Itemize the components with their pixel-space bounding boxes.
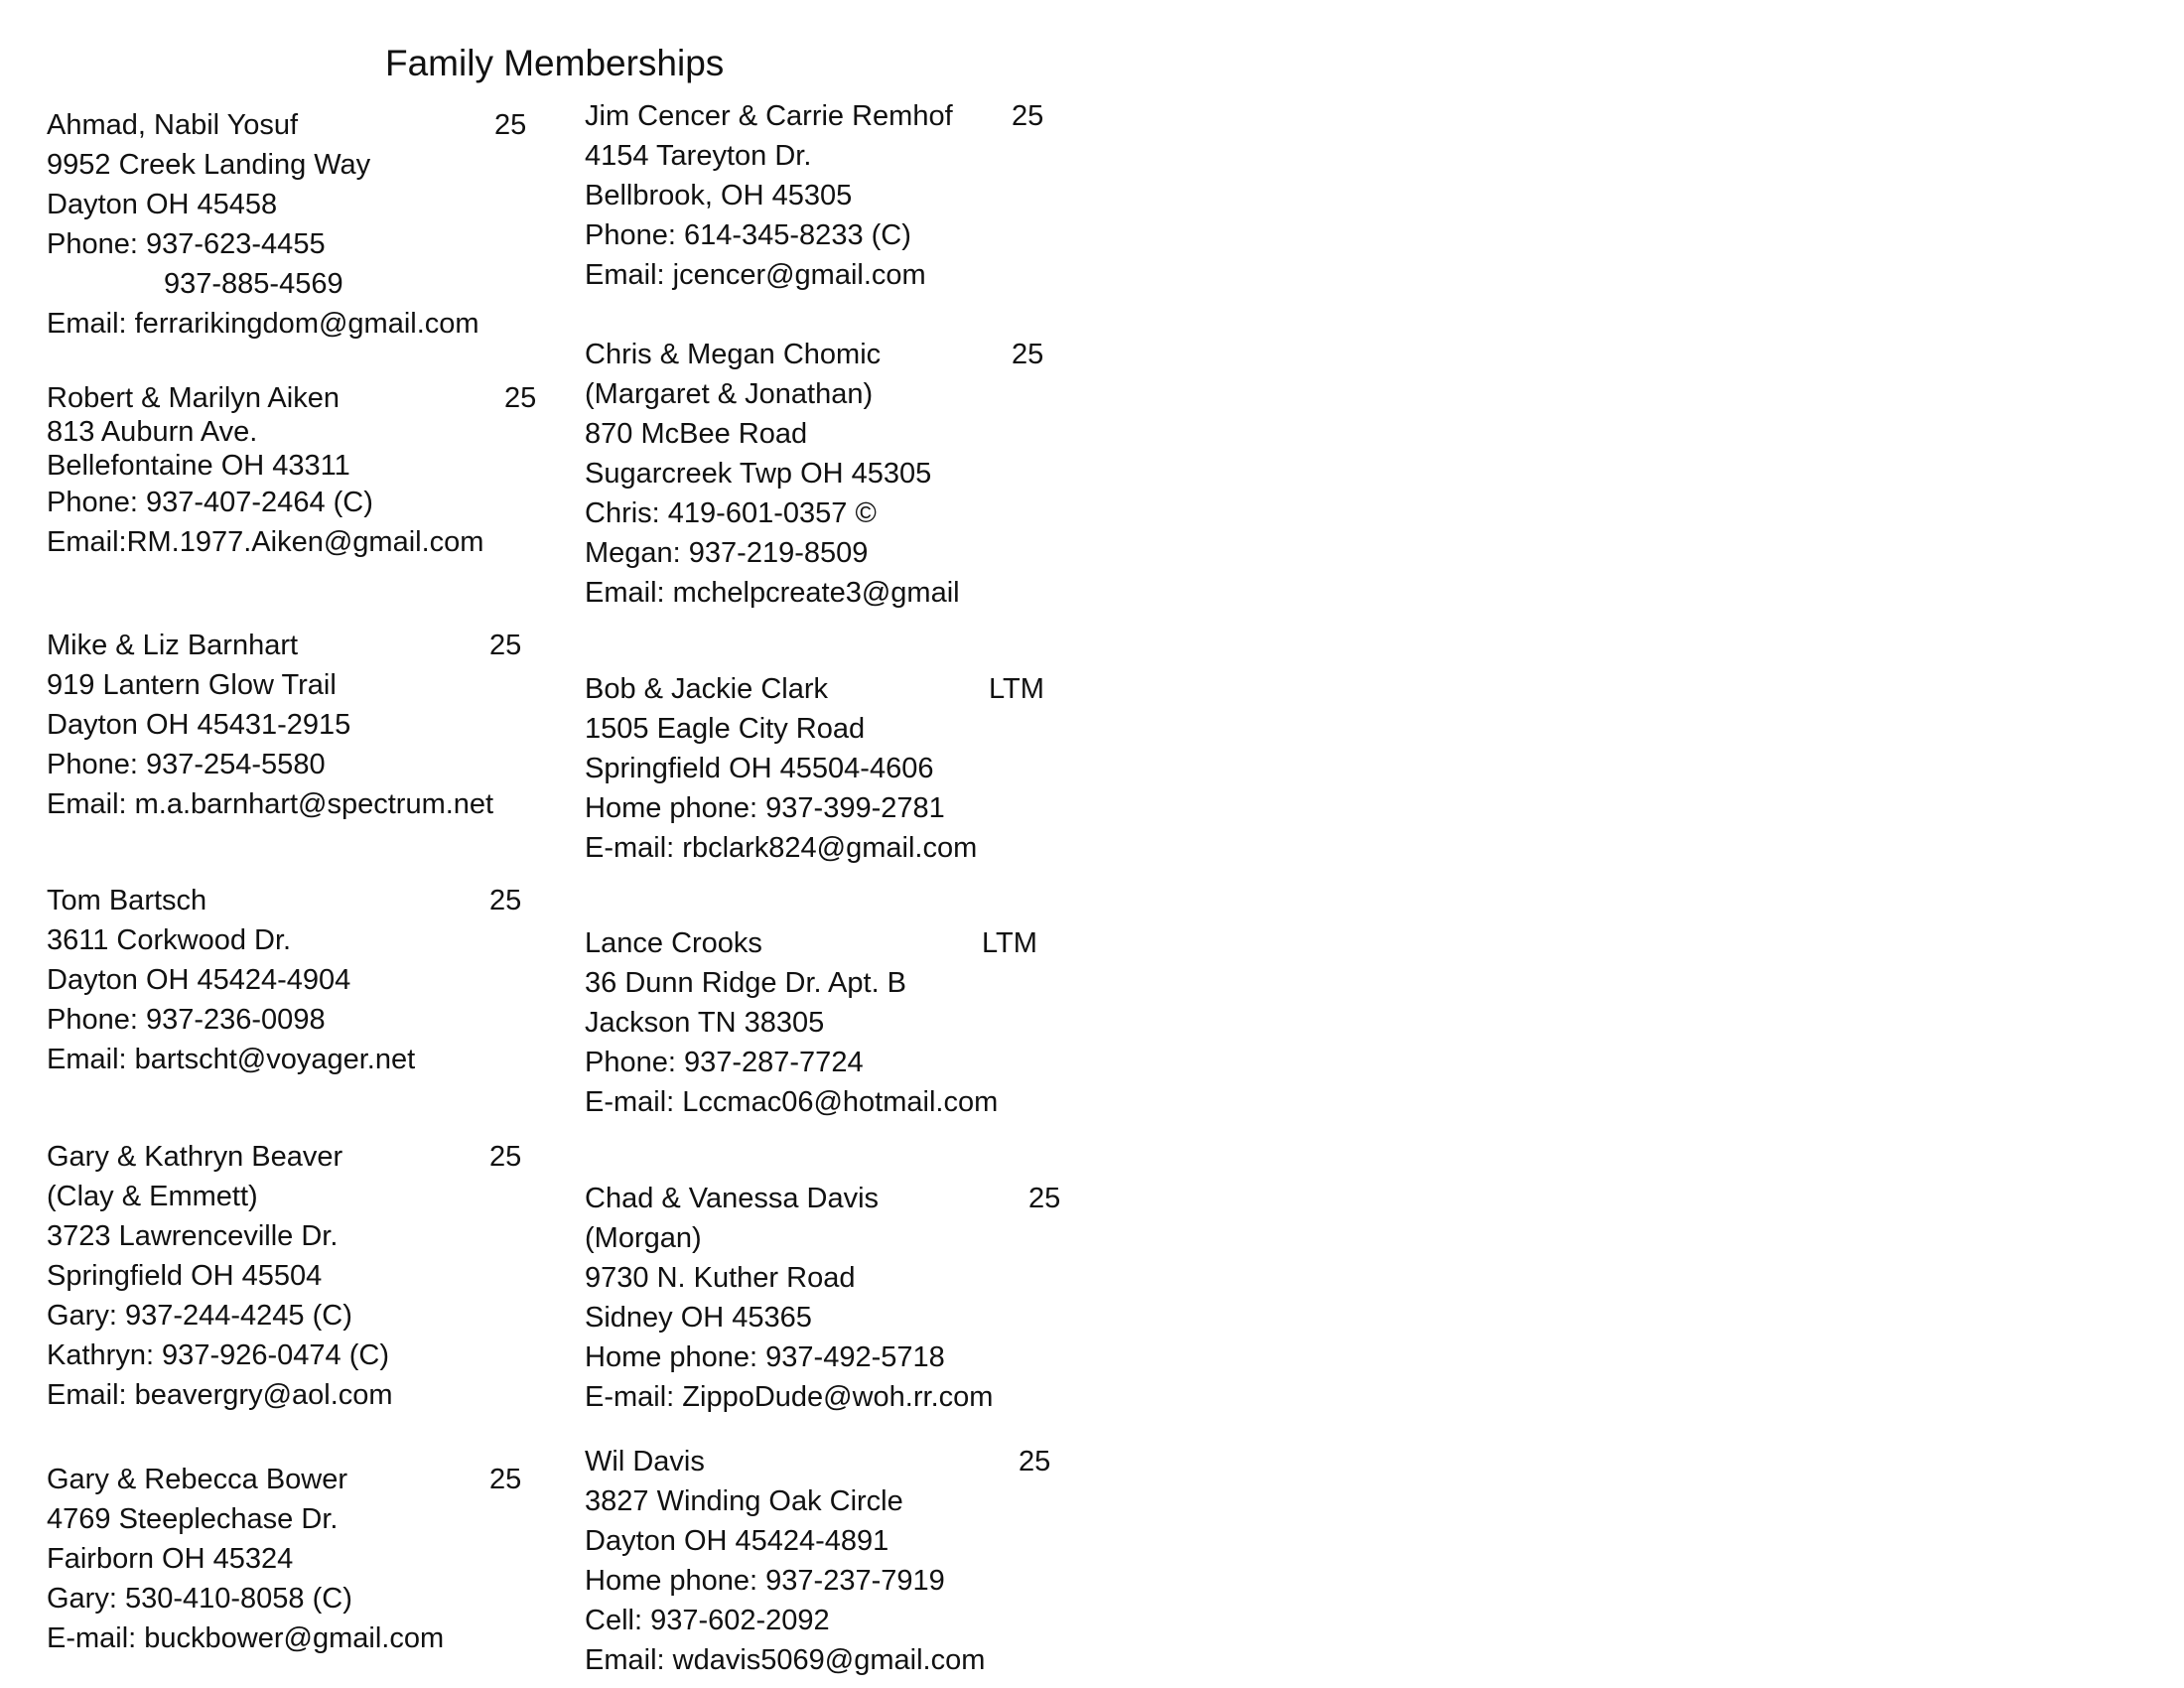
member-name: Bob & Jackie Clark bbox=[585, 673, 828, 705]
page-title: Family Memberships bbox=[385, 43, 725, 83]
member-phone: Chris: 419-601-0357 © bbox=[585, 497, 877, 529]
member-address: 813 Auburn Ave. bbox=[47, 416, 258, 448]
member-phone: Home phone: 937-237-7919 bbox=[585, 1565, 945, 1597]
member-entry-chad-davis bbox=[585, 1179, 1061, 1417]
member-address: 870 McBee Road bbox=[585, 418, 808, 450]
member-city: Dayton OH 45458 bbox=[47, 189, 278, 220]
member-children: (Clay & Emmett) bbox=[47, 1181, 258, 1212]
member-phone: Gary: 530-410-8058 (C) bbox=[47, 1583, 352, 1615]
member-entry-cencer bbox=[585, 96, 1044, 295]
member-email: Email: m.a.barnhart@spectrum.net bbox=[47, 788, 494, 820]
member-city: Dayton OH 45431-2915 bbox=[47, 709, 351, 741]
member-city: Dayton OH 45424-4891 bbox=[585, 1525, 889, 1557]
member-phone-alt: Megan: 937-219-8509 bbox=[585, 537, 869, 569]
member-phone: Home phone: 937-492-5718 bbox=[585, 1341, 945, 1373]
member-entry-bower bbox=[47, 1460, 522, 1658]
member-entry-ahmad bbox=[47, 105, 527, 344]
member-entry-bartsch bbox=[47, 881, 522, 1079]
member-address: 3827 Winding Oak Circle bbox=[585, 1485, 903, 1517]
member-entry-chomic bbox=[585, 335, 1044, 613]
member-email: Email:RM.1977.Aiken@gmail.com bbox=[47, 526, 484, 558]
member-entry-wil-davis bbox=[585, 1442, 1051, 1680]
member-phone: Phone: 937-236-0098 bbox=[47, 1004, 326, 1036]
member-phone-alt: 937-885-4569 bbox=[164, 268, 343, 300]
member-email: Email: bartscht@voyager.net bbox=[47, 1044, 416, 1075]
member-name: Wil Davis bbox=[585, 1446, 705, 1477]
member-phone: Gary: 937-244-4245 (C) bbox=[47, 1300, 352, 1332]
member-entry-beaver bbox=[47, 1137, 522, 1415]
member-phone: Phone: 937-407-2464 (C) bbox=[47, 487, 373, 518]
member-city: Sidney OH 45365 bbox=[585, 1302, 812, 1334]
member-address: 9730 N. Kuther Road bbox=[585, 1262, 856, 1294]
member-address: 1505 Eagle City Road bbox=[585, 713, 866, 745]
membership-fee: LTM bbox=[989, 673, 1044, 705]
membership-fee: LTM bbox=[982, 927, 1037, 959]
member-name: Jim Cencer & Carrie Remhof bbox=[585, 100, 953, 132]
member-email: E-mail: rbclark824@gmail.com bbox=[585, 832, 978, 864]
member-name: Ahmad, Nabil Yosuf bbox=[47, 109, 299, 141]
member-email: E-mail: buckbower@gmail.com bbox=[47, 1622, 445, 1654]
membership-fee: 25 bbox=[494, 109, 527, 141]
member-address: 9952 Creek Landing Way bbox=[47, 149, 371, 181]
membership-fee: 25 bbox=[504, 382, 537, 414]
member-email: Email: wdavis5069@gmail.com bbox=[585, 1644, 986, 1676]
member-name: Chris & Megan Chomic bbox=[585, 339, 882, 370]
member-city: Sugarcreek Twp OH 45305 bbox=[585, 458, 932, 490]
member-email: Email: beavergry@aol.com bbox=[47, 1379, 393, 1411]
member-name: Mike & Liz Barnhart bbox=[47, 630, 299, 661]
member-email: Email: jcencer@gmail.com bbox=[585, 259, 926, 291]
member-city: Springfield OH 45504 bbox=[47, 1260, 323, 1292]
member-city: Bellbrook, OH 45305 bbox=[585, 180, 853, 211]
member-phone: Phone: 937-254-5580 bbox=[47, 749, 326, 780]
member-city: Fairborn OH 45324 bbox=[47, 1543, 294, 1575]
member-name: Tom Bartsch bbox=[47, 885, 207, 916]
membership-fee: 25 bbox=[489, 1464, 522, 1495]
member-address: 36 Dunn Ridge Dr. Apt. B bbox=[585, 967, 907, 999]
member-phone: Phone: 614-345-8233 (C) bbox=[585, 219, 911, 251]
member-city: Jackson TN 38305 bbox=[585, 1007, 825, 1039]
member-entry-crooks bbox=[585, 923, 1037, 1122]
member-phone-alt: Kathryn: 937-926-0474 (C) bbox=[47, 1339, 389, 1371]
member-name: Chad & Vanessa Davis bbox=[585, 1183, 880, 1214]
membership-fee: 25 bbox=[489, 1141, 522, 1173]
member-phone: Home phone: 937-399-2781 bbox=[585, 792, 945, 824]
member-city: Bellefontaine OH 43311 bbox=[47, 450, 350, 482]
membership-fee: 25 bbox=[489, 630, 522, 661]
member-children: (Margaret & Jonathan) bbox=[585, 378, 874, 410]
member-email: Email: mchelpcreate3@gmail bbox=[585, 577, 960, 609]
member-address: 3611 Corkwood Dr. bbox=[47, 924, 292, 956]
member-children: (Morgan) bbox=[585, 1222, 702, 1254]
member-name: Gary & Kathryn Beaver bbox=[47, 1141, 343, 1173]
member-entry-barnhart bbox=[47, 626, 522, 824]
member-email: E-mail: ZippoDude@woh.rr.com bbox=[585, 1381, 994, 1413]
member-entry-clark bbox=[585, 669, 1044, 868]
member-address: 919 Lantern Glow Trail bbox=[47, 669, 337, 701]
member-address: 4769 Steeplechase Dr. bbox=[47, 1503, 339, 1535]
member-name: Lance Crooks bbox=[585, 927, 762, 959]
membership-fee: 25 bbox=[1012, 100, 1044, 132]
member-phone: Phone: 937-623-4455 bbox=[47, 228, 326, 260]
member-city: Dayton OH 45424-4904 bbox=[47, 964, 351, 996]
member-address: 4154 Tareyton Dr. bbox=[585, 140, 812, 172]
membership-fee: 25 bbox=[489, 885, 522, 916]
member-entry-aiken bbox=[47, 381, 537, 562]
membership-fee: 25 bbox=[1019, 1446, 1051, 1477]
member-email: Email: ferrarikingdom@gmail.com bbox=[47, 308, 479, 340]
member-phone: Phone: 937-287-7724 bbox=[585, 1047, 864, 1078]
membership-fee: 25 bbox=[1012, 339, 1044, 370]
member-email: E-mail: Lccmac06@hotmail.com bbox=[585, 1086, 999, 1118]
member-address: 3723 Lawrenceville Dr. bbox=[47, 1220, 339, 1252]
member-phone-alt: Cell: 937-602-2092 bbox=[585, 1605, 830, 1636]
member-name: Gary & Rebecca Bower bbox=[47, 1464, 348, 1495]
member-city: Springfield OH 45504-4606 bbox=[585, 753, 934, 784]
member-name: Robert & Marilyn Aiken bbox=[47, 382, 340, 414]
membership-fee: 25 bbox=[1028, 1183, 1061, 1214]
